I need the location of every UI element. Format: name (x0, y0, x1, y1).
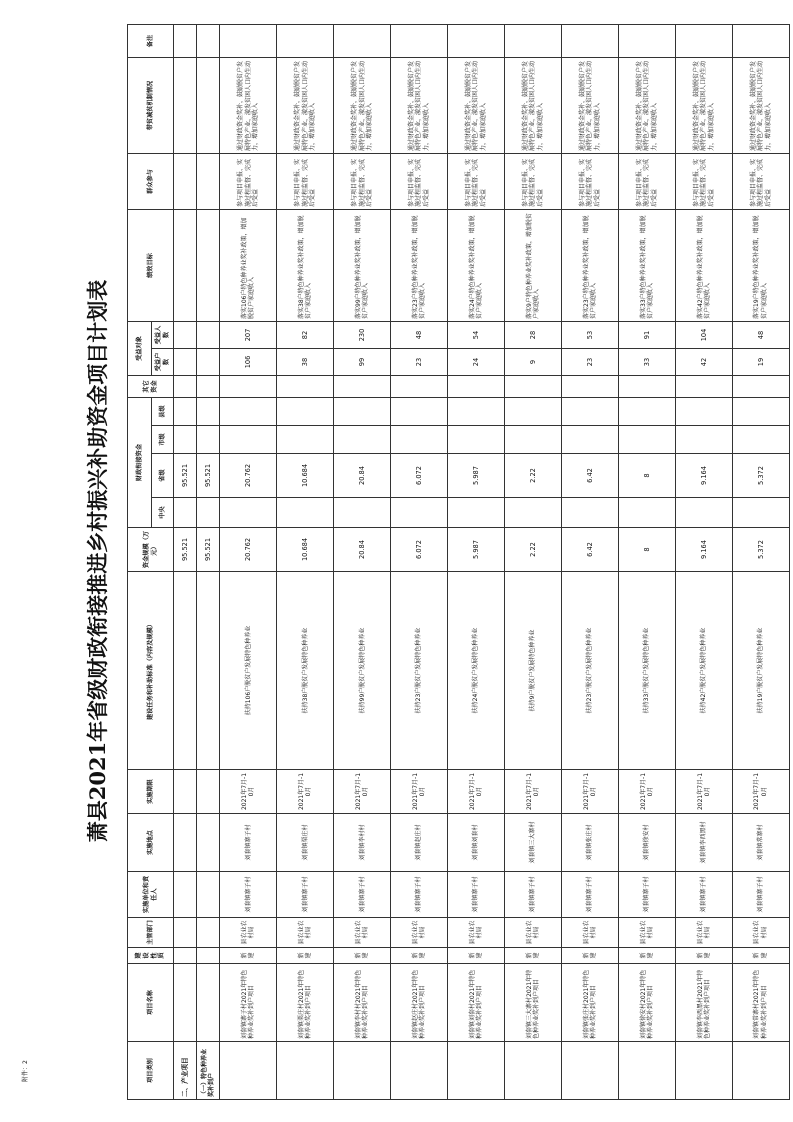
table-row (391, 25, 448, 1100)
households-cell: 106 (220, 349, 277, 376)
project-name-cell: 刘套镇三大寨村2021年特色种养业奖补到户项目 (505, 964, 562, 1042)
mechanism-cell: 通过财政资金奖补，鼓励脱贫户发展特色产业，激发贫困人口内生动力，增加家庭收入 (732, 58, 789, 154)
header-name: 项目名称 (128, 964, 174, 1042)
table-row (562, 25, 619, 1100)
households-cell: 42 (676, 349, 733, 376)
provincial-cell: 6.42 (562, 454, 619, 498)
nature-cell: 新建 (676, 948, 733, 964)
content-cell: 扶持19户脱贫户发展特色种养业 (732, 572, 789, 770)
location-cell: 刘套镇常寨村 (732, 814, 789, 872)
scale-cell: 10.684 (277, 528, 334, 572)
people-cell: 104 (676, 322, 733, 349)
dept-cell: 县农业农村局 (619, 918, 676, 948)
project-name-cell: 刘套镇栗庄村2021年特色种养业奖补到户项目 (277, 964, 334, 1042)
content-cell: 扶持38户脱贫户发展特色种养业 (277, 572, 334, 770)
mechanism-cell: 通过财政资金奖补，鼓励脱贫户发展特色产业，激发贫困人口内生动力，增加家庭收入 (391, 58, 448, 154)
dept-cell: 县农业农村局 (391, 918, 448, 948)
dept-cell: 县农业农村局 (732, 918, 789, 948)
period-cell: 2021年7月-10月 (391, 770, 448, 814)
table-row (676, 25, 733, 1100)
nature-cell: 新建 (732, 948, 789, 964)
mechanism-cell: 通过财政资金奖补，鼓励脱贫户发展特色产业，激发贫困人口内生动力，增加家庭收入 (676, 58, 733, 154)
participation-cell: 参与项目申报、实施过程监督、完成后受益 (505, 154, 562, 210)
table-row (505, 25, 562, 1100)
location-cell: 刘套镇赵庄村 (391, 814, 448, 872)
period-cell: 2021年7月-10月 (619, 770, 676, 814)
scale-cell: 20.762 (220, 528, 277, 572)
header-people: 受益人数 (152, 322, 174, 349)
households-cell: 24 (448, 349, 505, 376)
header-central: 中央 (152, 498, 174, 528)
goal-cell: 落实106户特色种养业奖补政策，增加脱贫户家庭收入 (220, 210, 277, 322)
location-cell: 刘套镇三大寨村 (505, 814, 562, 872)
provincial-cell: 9.164 (676, 454, 733, 498)
nature-cell: 新建 (220, 948, 277, 964)
provincial-cell: 10.684 (277, 454, 334, 498)
unit-cell: 刘套镇寨子村 (562, 872, 619, 918)
goal-cell: 落实33户特色种养业奖补政策，增加脱贫户家庭收入 (619, 210, 676, 322)
provincial-cell: 5.987 (448, 454, 505, 498)
period-cell: 2021年7月-10月 (334, 770, 391, 814)
households-cell: 99 (334, 349, 391, 376)
header-unit: 实施单位和责任人 (128, 872, 174, 918)
header-nature: 建设性质 (128, 948, 174, 964)
project-name-cell: 刘套镇常寨村2021年特色种养业奖补到户项目 (732, 964, 789, 1042)
project-plan-table (127, 24, 790, 1100)
goal-cell: 落实23户特色种养业奖补政策，增加脱贫户家庭收入 (391, 210, 448, 322)
goal-cell: 落实42户特色种养业奖补政策，增加脱贫户家庭收入 (676, 210, 733, 322)
scale-cell: 6.42 (562, 528, 619, 572)
scale-cell: 8 (619, 528, 676, 572)
page-title: 萧县2021年省级财政衔接推进乡村振兴补助资金项目计划表 (85, 279, 110, 843)
location-cell: 刘套镇徐安村 (619, 814, 676, 872)
people-cell: 82 (277, 322, 334, 349)
summary-scale: 95.521 (174, 528, 197, 572)
nature-cell: 新建 (505, 948, 562, 964)
people-cell: 207 (220, 322, 277, 349)
people-cell: 230 (334, 322, 391, 349)
summary-provincial: 95.521 (174, 454, 197, 498)
scale-cell: 5.987 (448, 528, 505, 572)
participation-cell: 参与项目申报、实施过程监督、完成后受益 (676, 154, 733, 210)
content-cell: 扶持33户脱贫户发展特色种养业 (619, 572, 676, 770)
unit-cell: 刘套镇寨子村 (676, 872, 733, 918)
project-name-cell: 刘套镇寨子村2021年特色种养业奖补到户项目 (220, 964, 277, 1042)
summary-label: 二、产业项目 (174, 1042, 197, 1100)
content-cell: 扶持9户脱贫户发展特色种养业 (505, 572, 562, 770)
scale-cell: 5.372 (732, 528, 789, 572)
header-location: 实施地点 (128, 814, 174, 872)
project-name-cell: 刘套镇赵庄村2021年特色种养业奖补到户项目 (391, 964, 448, 1042)
location-cell: 刘套镇寨子村 (220, 814, 277, 872)
households-cell: 33 (619, 349, 676, 376)
provincial-cell: 20.84 (334, 454, 391, 498)
project-name-cell: 刘套镇刘套村2021年特色种养业奖补到户项目 (448, 964, 505, 1042)
scale-cell: 6.072 (391, 528, 448, 572)
households-cell: 38 (277, 349, 334, 376)
header-city: 市级 (152, 426, 174, 454)
people-cell: 91 (619, 322, 676, 349)
participation-cell: 参与项目申报、实施过程监督、完成后受益 (562, 154, 619, 210)
location-cell: 刘套镇张庄村 (562, 814, 619, 872)
header-dept: 主管部门 (128, 918, 174, 948)
summary-provincial: 95.521 (197, 454, 220, 498)
period-cell: 2021年7月-10月 (505, 770, 562, 814)
provincial-cell: 6.072 (391, 454, 448, 498)
provincial-cell: 5.372 (732, 454, 789, 498)
goal-cell: 落实38户特色种养业奖补政策，增加脱贫户家庭收入 (277, 210, 334, 322)
header-benefit: 受益对象 (128, 322, 152, 376)
participation-cell: 参与项目申报、实施过程监督、完成后受益 (391, 154, 448, 210)
period-cell: 2021年7月-10月 (732, 770, 789, 814)
nature-cell: 新建 (448, 948, 505, 964)
summary-scale: 95.521 (197, 528, 220, 572)
unit-cell: 刘套镇寨子村 (732, 872, 789, 918)
content-cell: 扶持42户脱贫户发展特色种养业 (676, 572, 733, 770)
mechanism-cell: 通过财政资金奖补，鼓励脱贫户发展特色产业，激发贫困人口内生动力，增加家庭收入 (448, 58, 505, 154)
header-category: 项目类别 (128, 1042, 174, 1100)
goal-cell: 落实19户特色种养业奖补政策，增加脱贫户家庭收入 (732, 210, 789, 322)
unit-cell: 刘套镇寨子村 (448, 872, 505, 918)
goal-cell: 落实23户特色种养业奖补政策，增加脱贫户家庭收入 (562, 210, 619, 322)
nature-cell: 新建 (562, 948, 619, 964)
people-cell: 48 (732, 322, 789, 349)
people-cell: 53 (562, 322, 619, 349)
content-cell: 扶持99户脱贫户发展特色种养业 (334, 572, 391, 770)
mechanism-cell: 通过财政资金奖补，鼓励脱贫户发展特色产业，激发贫困人口内生动力，增加家庭收入 (562, 58, 619, 154)
participation-cell: 参与项目申报、实施过程监督、完成后受益 (448, 154, 505, 210)
location-cell: 刘套镇李村村 (334, 814, 391, 872)
table-row (334, 25, 391, 1100)
households-cell: 23 (391, 349, 448, 376)
unit-cell: 刘套镇寨子村 (277, 872, 334, 918)
header-goal: 绩效目标 (128, 210, 174, 322)
header-mechanism: 带贫减贫机制情况 (128, 58, 174, 154)
dept-cell: 县农业农村局 (562, 918, 619, 948)
rotated-sheet (80, 0, 793, 1122)
people-cell: 28 (505, 322, 562, 349)
unit-cell: 刘套镇寨子村 (505, 872, 562, 918)
project-name-cell: 刘套镇李村村2021年特色种养业奖补到户项目 (334, 964, 391, 1042)
summary-row (174, 25, 197, 1100)
summary-label: （一）特色种养业奖补到户 (197, 1042, 220, 1100)
period-cell: 2021年7月-10月 (220, 770, 277, 814)
households-cell: 23 (562, 349, 619, 376)
period-cell: 2021年7月-10月 (562, 770, 619, 814)
mechanism-cell: 通过财政资金奖补，鼓励脱贫户发展特色产业，激发贫困人口内生动力，增加家庭收入 (505, 58, 562, 154)
people-cell: 48 (391, 322, 448, 349)
unit-cell: 刘套镇寨子村 (334, 872, 391, 918)
header-other: 其它资金 (128, 376, 174, 398)
location-cell: 刘套镇栗庄村 (277, 814, 334, 872)
mechanism-cell: 通过财政资金奖补，鼓励脱贫户发展特色产业，激发贫困人口内生动力，增加家庭收入 (220, 58, 277, 154)
attachment-label: 附件：2 (22, 1060, 29, 1082)
period-cell: 2021年7月-10月 (277, 770, 334, 814)
content-cell: 扶持24户脱贫户发展特色种养业 (448, 572, 505, 770)
people-cell: 54 (448, 322, 505, 349)
dept-cell: 县农业农村局 (676, 918, 733, 948)
content-cell: 扶持23户脱贫户发展特色种养业 (391, 572, 448, 770)
summary-row (197, 25, 220, 1100)
dept-cell: 县农业农村局 (505, 918, 562, 948)
content-cell: 扶持23户脱贫户发展特色种养业 (562, 572, 619, 770)
mechanism-cell: 通过财政资金奖补，鼓励脱贫户发展特色产业，激发贫困人口内生动力，增加家庭收入 (277, 58, 334, 154)
provincial-cell: 2.22 (505, 454, 562, 498)
participation-cell: 参与项目申报、实施过程监督、完成后受益 (732, 154, 789, 210)
dept-cell: 县农业农村局 (334, 918, 391, 948)
header-county: 县级 (152, 398, 174, 426)
project-name-cell: 刘套镇张庄村2021年特色种养业奖补到户项目 (562, 964, 619, 1042)
scale-cell: 20.84 (334, 528, 391, 572)
goal-cell: 落实24户特色种养业奖补政策，增加脱贫户家庭收入 (448, 210, 505, 322)
households-cell: 19 (732, 349, 789, 376)
table-row (277, 25, 334, 1100)
dept-cell: 县农业农村局 (220, 918, 277, 948)
content-cell: 扶持106户脱贫户发展特色种养业 (220, 572, 277, 770)
mechanism-cell: 通过财政资金奖补，鼓励脱贫户发展特色产业，激发贫困人口内生动力，增加家庭收入 (334, 58, 391, 154)
provincial-cell: 8 (619, 454, 676, 498)
nature-cell: 新建 (334, 948, 391, 964)
table-row (448, 25, 505, 1100)
header-fiscal: 财政衔接资金 (128, 398, 152, 528)
period-cell: 2021年7月-10月 (448, 770, 505, 814)
location-cell: 刘套镇刘套村 (448, 814, 505, 872)
table-row (220, 25, 277, 1100)
scale-cell: 9.164 (676, 528, 733, 572)
header-period: 实施期限 (128, 770, 174, 814)
header-participation: 群众参与 (128, 154, 174, 210)
unit-cell: 刘套镇寨子村 (619, 872, 676, 918)
header-remark: 备注 (128, 25, 174, 58)
table-row (619, 25, 676, 1100)
nature-cell: 新建 (619, 948, 676, 964)
period-cell: 2021年7月-10月 (676, 770, 733, 814)
header-scale: 资金规模（万元） (128, 528, 174, 572)
header-content: 建设任务和补助标准（内容及规模） (128, 572, 174, 770)
mechanism-cell: 通过财政资金奖补，鼓励脱贫户发展特色产业，激发贫困人口内生动力，增加家庭收入 (619, 58, 676, 154)
participation-cell: 参与项目申报、实施过程监督、完成后受益 (619, 154, 676, 210)
goal-cell: 落实99户特色种养业奖补政策，增加脱贫户家庭收入 (334, 210, 391, 322)
participation-cell: 参与项目申报、实施过程监督、完成后受益 (334, 154, 391, 210)
project-name-cell: 刘套镇李西黑村2021年特色种养业奖补到户项目 (676, 964, 733, 1042)
participation-cell: 参与项目申报、实施过程监督、完成后受益 (277, 154, 334, 210)
unit-cell: 刘套镇寨子村 (391, 872, 448, 918)
scale-cell: 2.22 (505, 528, 562, 572)
project-name-cell: 刘套镇徐安村2021年特色种养业奖补到户项目 (619, 964, 676, 1042)
unit-cell: 刘套镇寨子村 (220, 872, 277, 918)
participation-cell: 参与项目申报、实施过程监督、完成后受益 (220, 154, 277, 210)
table-row (732, 25, 789, 1100)
households-cell: 9 (505, 349, 562, 376)
header-households: 受益户数 (152, 349, 174, 376)
dept-cell: 县农业农村局 (448, 918, 505, 948)
provincial-cell: 20.762 (220, 454, 277, 498)
nature-cell: 新建 (391, 948, 448, 964)
goal-cell: 落实9户特色种养业奖补政策，增加脱贫户家庭收入 (505, 210, 562, 322)
location-cell: 刘套镇李西黑村 (676, 814, 733, 872)
header-provincial: 省级 (152, 454, 174, 498)
nature-cell: 新建 (277, 948, 334, 964)
dept-cell: 县农业农村局 (277, 918, 334, 948)
